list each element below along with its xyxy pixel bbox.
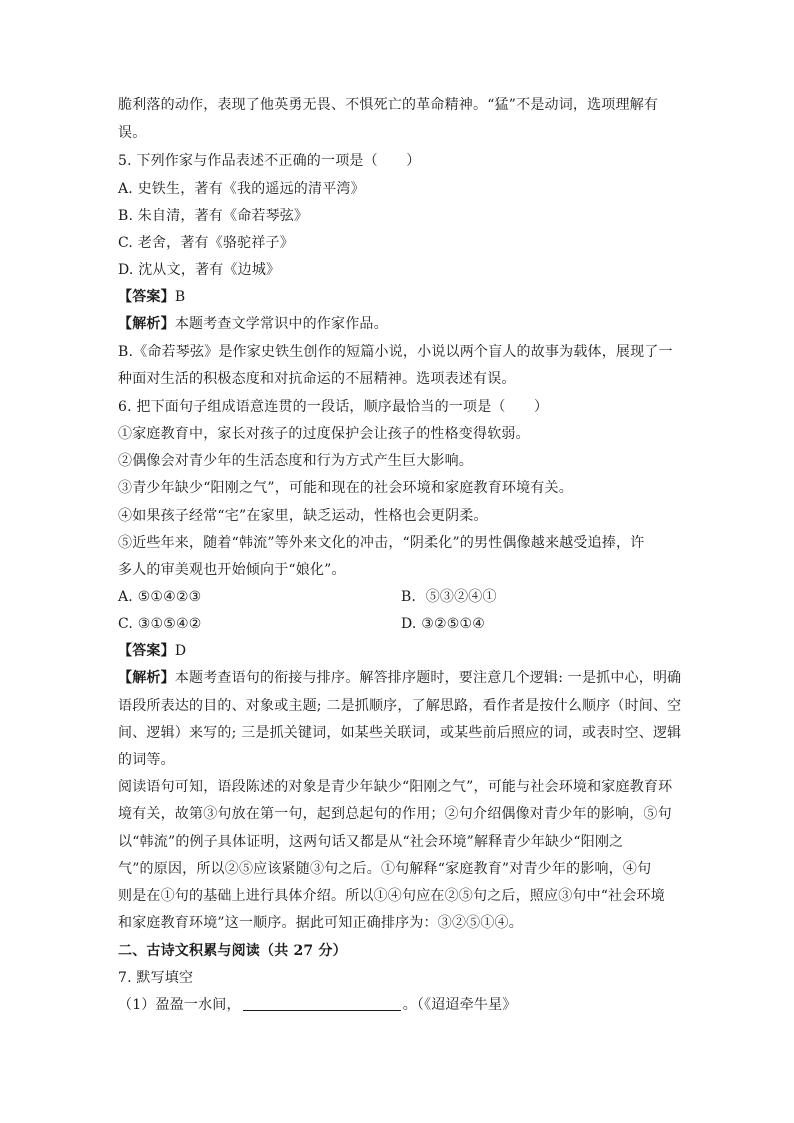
analysis-text: 本题考查语句的衔接与排序。解答排序题时，要注意几个逻辑: 一是抓中心，明确	[174, 670, 682, 686]
q6-analysis-line: 气”的原因，所以②⑤应该紧随③句之后。①句解释“家庭教育”对青少年的影响，④句	[118, 861, 652, 877]
q7-item-1-prefix: （1）盈盈一水间，	[118, 997, 241, 1013]
analysis-text: 本题考查文学常识中的作家作品。	[174, 316, 388, 332]
q7-item-1-suffix: 。（《迢迢牵牛星》	[402, 997, 517, 1013]
q6-analysis-line: 阅读语句可知，语段陈述的对象是青少年缺少“阳刚之气”，可能与社会环境和家庭教育环	[118, 779, 673, 795]
q6-sentence: ①家庭教育中，家长对孩子的过度保护会让孩子的性格变得软弱。	[118, 426, 530, 442]
q7-item-1	[118, 995, 678, 1015]
q6-options-row	[118, 614, 678, 634]
analysis-tag: 【解析】	[118, 670, 175, 686]
q5-analysis-line: B.《命若琴弦》是作家史铁生创作的短篇小说，小说以两个盲人的故事为载体，展现了一	[118, 344, 673, 360]
q6-sentence: ③青少年缺少“阳刚之气”，可能和现在的社会环境和家庭教育环境有关。	[118, 480, 573, 496]
q6-option-c: C. ③①⑤④②	[118, 616, 202, 632]
q7-stem: 7. 默写填空	[118, 970, 194, 986]
fill-blank	[243, 996, 401, 1011]
q6-sentence: ④如果孩子经常“宅”在家里，缺乏运动，性格也会更阴柔。	[118, 508, 488, 524]
answer-value: B	[174, 289, 186, 305]
q5-option-b: B. 朱自清，著有《命若琴弦》	[118, 208, 309, 224]
q6-sentence: ⑤近些年来，随着“韩流”等外来文化的冲击，“阴柔化”的男性偶像越来越受追捧，许	[118, 535, 645, 551]
q6-analysis-line: 和家庭教育环境”这一顺序。据此可知正确排序为：③②⑤①④。	[118, 915, 523, 931]
q6-analysis-line: 语段所表达的目的、对象或主题; 二是抓顺序，了解思路，看作者是按什么顺序（时间、空	[118, 698, 682, 714]
q5-option-c: C. 老舍，著有《骆驼祥子》	[118, 235, 294, 251]
q5-analysis-intro	[118, 314, 678, 334]
section-heading: 二、古诗文积累与阅读（共 27 分）	[118, 943, 347, 959]
q6-sentence: ②偶像会对青少年的生活态度和行为方式产生巨大影响。	[118, 453, 473, 469]
q5-analysis-line: 种面对生活的积极态度和对抗命运的不屈精神。选项表述有误。	[118, 371, 516, 387]
q6-analysis-first	[118, 668, 682, 688]
q6-option-d: D. ③②⑤①④	[401, 616, 485, 632]
q5-stem: 5. 下列作家与作品表述不正确的一项是（ ）	[118, 153, 421, 169]
answer-value: D	[174, 643, 187, 659]
prev-analysis-line: 误。	[118, 125, 147, 141]
q6-option-b: B．⑤③②④①	[401, 589, 497, 605]
analysis-tag: 【解析】	[118, 316, 175, 332]
q6-analysis-line: 以“韩流”的例子具体证明，这两句话又都是从“社会环境”解释青少年缺少“阳刚之	[118, 834, 624, 850]
answer-tag: 【答案】	[118, 643, 175, 659]
q6-analysis-line: 间、逻辑）来写的; 三是抓关键词，如某些关联词，或某些前后照应的词，或表时空、逻辑	[118, 725, 682, 741]
prev-analysis-line: 脆利落的动作，表现了他英勇无畏、不惧死亡的革命精神。“猛”不是动词，选项理解有	[118, 97, 659, 113]
q6-analysis-line: 的词等。	[118, 752, 175, 768]
q5-option-d: D. 沈从文，著有《边城》	[118, 262, 281, 278]
q6-answer	[118, 641, 678, 661]
q6-analysis-line: 则是在①句的基础上进行具体介绍。所以①④句应在②⑤句之后，照应③句中“社会环境	[118, 888, 665, 904]
q5-option-a: A. 史铁生，著有《我的遥远的清平湾》	[118, 181, 365, 197]
q5-answer	[118, 287, 678, 307]
answer-tag: 【答案】	[118, 289, 175, 305]
q6-sentence: 多人的审美观也开始倾向于“娘化”。	[118, 562, 346, 578]
q6-analysis-line: 境有关，故第③句放在第一句，起到总起句的作用；②句介绍偶像对青少年的影响，⑤句	[118, 806, 672, 822]
q6-options-row	[118, 587, 678, 607]
q6-option-a: A. ⑤①④②③	[118, 589, 202, 605]
q6-stem: 6. 把下面句子组成语意连贯的一段话，顺序最恰当的一项是（ ）	[118, 399, 549, 415]
